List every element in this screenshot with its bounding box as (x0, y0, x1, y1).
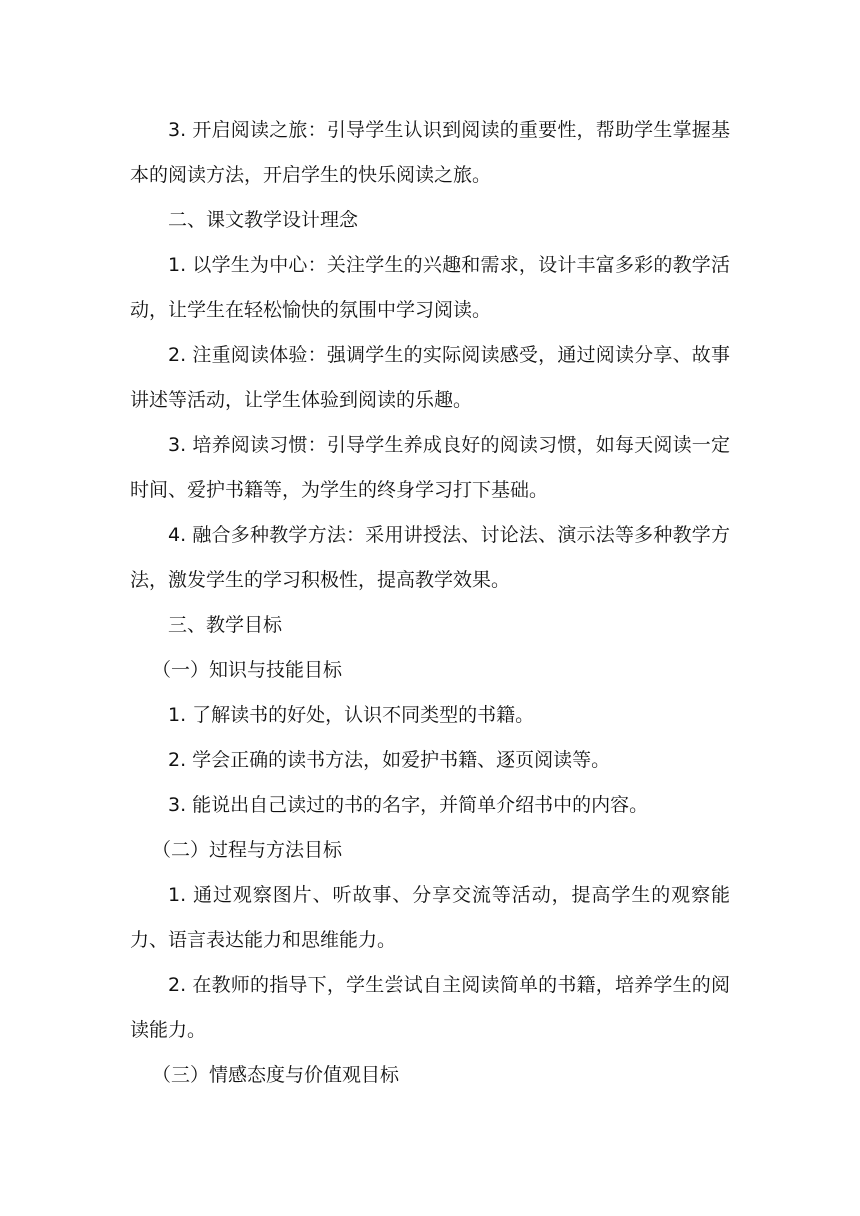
paragraph-process-independent-reading: 2. 在教师的指导下，学生尝试自主阅读简单的书籍，培养学生的阅读能力。 (130, 974, 730, 1041)
paragraph-reading-habits: 3. 培养阅读习惯：引导学生养成良好的阅读习惯，如每天阅读一定时间、爱护书籍等，为学生的终身学习打下基础。 (130, 434, 730, 501)
section-heading-teaching-goals: 三、教学目标 (168, 614, 283, 636)
paragraph-teaching-methods: 4. 融合多种教学方法：采用讲授法、讨论法、演示法等多种教学方法，激发学生的学习积极性，提高教学效果。 (130, 524, 730, 591)
paragraph-student-centered: 1. 以学生为中心：关注学生的兴趣和需求，设计丰富多彩的教学活动，让学生在轻松愉快的氛围中学习阅读。 (130, 254, 730, 321)
paragraph-goal-benefits: 1. 了解读书的好处，认识不同类型的书籍。 (168, 704, 535, 726)
subheading-process-methods: （二）过程与方法目标 (152, 839, 343, 861)
section-heading-design-concept: 二、课文教学设计理念 (168, 209, 359, 231)
paragraph-open-reading-journey: 3. 开启阅读之旅：引导学生认识到阅读的重要性，帮助学生掌握基本的阅读方法，开启学生的快乐阅读之旅。 (130, 119, 730, 186)
paragraph-goal-introduce-books: 3. 能说出自己读过的书的名字，并简单介绍书中的内容。 (168, 794, 649, 816)
paragraph-process-observe: 1. 通过观察图片、听故事、分享交流等活动，提高学生的观察能力、语言表达能力和思维能力。 (130, 884, 730, 951)
paragraph-goal-methods: 2. 学会正确的读书方法，如爱护书籍、逐页阅读等。 (168, 749, 611, 771)
document-body (130, 108, 730, 1098)
subheading-emotions-values: （三）情感态度与价值观目标 (152, 1064, 400, 1086)
paragraph-reading-experience: 2. 注重阅读体验：强调学生的实际阅读感受，通过阅读分享、故事讲述等活动，让学生体验到阅读的乐趣。 (130, 344, 730, 411)
subheading-knowledge-skills: （一）知识与技能目标 (152, 659, 343, 681)
